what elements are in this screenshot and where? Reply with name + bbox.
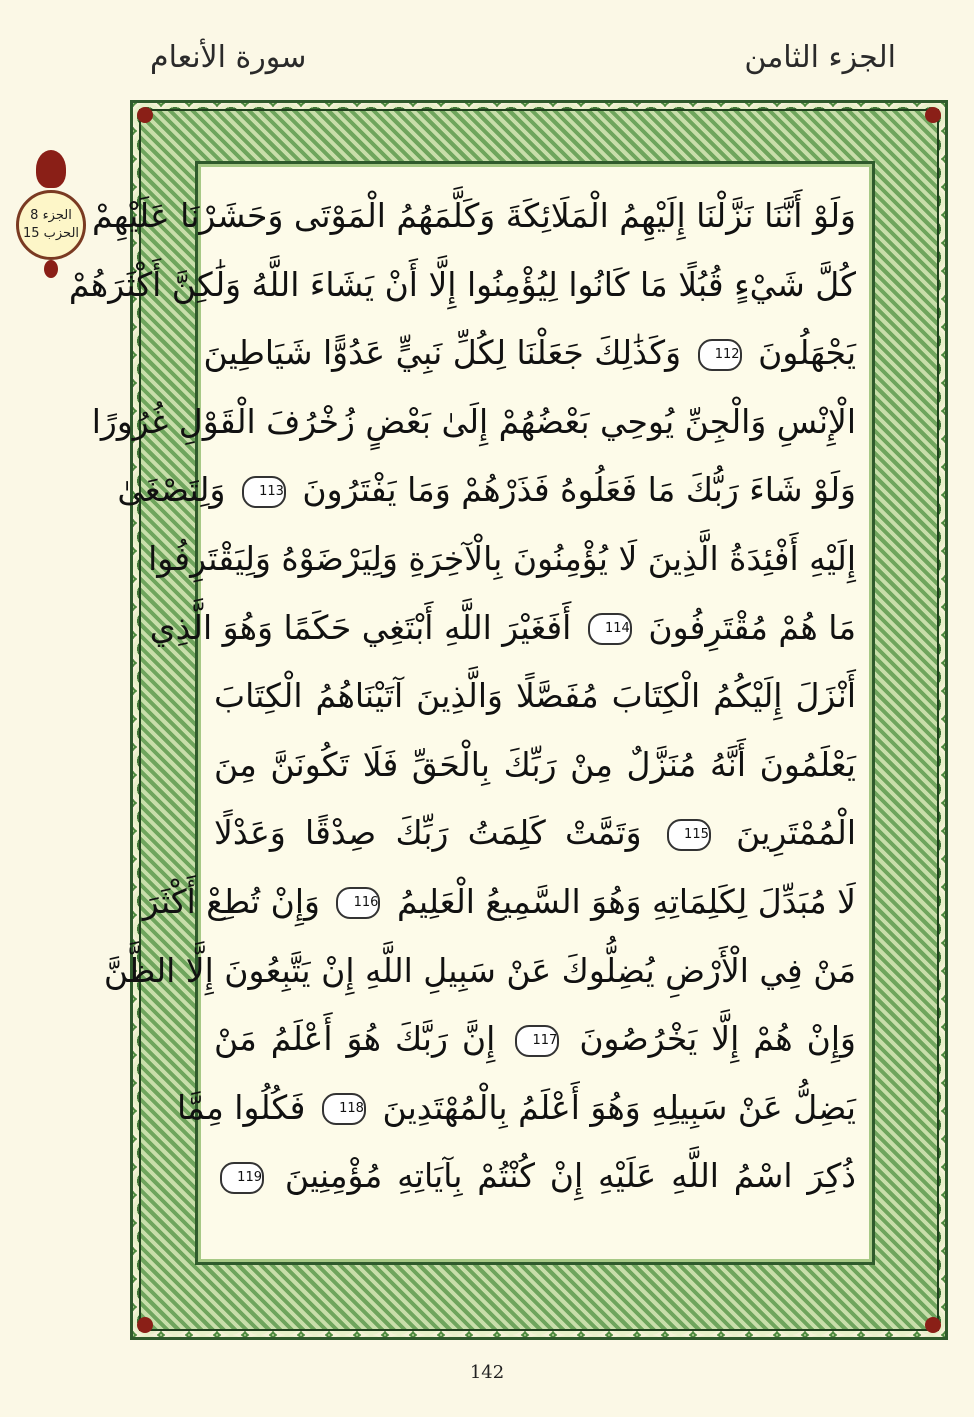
verse-text: فَكُلُوا مِمَّا	[177, 1087, 306, 1127]
corner-ornament-icon	[925, 107, 941, 123]
verse-line	[103, 937, 856, 1006]
corner-ornament-icon	[137, 107, 153, 123]
verse-line	[214, 662, 856, 731]
verse-line	[214, 1142, 856, 1211]
verse-line	[148, 525, 856, 594]
verse-text: الْإِنْسِ وَالْجِنِّ يُوحِي بَعْضُهُمْ إِلَىٰ بَعْضٍ زُخْرُفَ الْقَوْلِ غُرُورًا	[91, 401, 856, 441]
ayah-number-marker: 113	[242, 476, 286, 508]
verse-text: وَكَذَٰلِكَ جَعَلْنَا لِكُلِّ نَبِيٍّ عَدُوًّا شَيَاطِينَ	[203, 333, 682, 373]
ayah-number-marker: 116	[336, 887, 380, 919]
verse-line	[91, 388, 856, 457]
page-number: 142	[469, 1362, 505, 1383]
verse-line	[142, 868, 856, 937]
verse-text: مَا هُمْ مُقْتَرِفُونَ	[648, 607, 856, 647]
verse-text: وَلِتَصْغَىٰ	[117, 470, 226, 510]
juz-label: الجزء 8	[30, 208, 72, 223]
corner-ornament-icon	[925, 1317, 941, 1333]
verse-line	[203, 319, 856, 388]
verse-text: وَتَمَّتْ كَلِمَتُ رَبِّكَ صِدْقًا وَعَدْلًا	[214, 813, 642, 853]
corner-ornament-icon	[137, 1317, 153, 1333]
ayah-number-marker: 115	[667, 819, 711, 851]
verse-text: يَجْهَلُونَ	[758, 333, 856, 373]
verse-line	[117, 456, 856, 525]
ayah-number-marker: 119	[220, 1162, 264, 1194]
verse-text: إِلَيْهِ أَفْئِدَةُ الَّذِينَ لَا يُؤْمِنُونَ بِالْآخِرَةِ وَلِيَرْضَوْهُ وَلِيَقْتَرِفُوا	[148, 538, 856, 578]
verse-line	[68, 251, 856, 320]
verse-text: مَنْ فِي الْأَرْضِ يُضِلُّوكَ عَنْ سَبِيلِ اللَّهِ إِنْ يَتَّبِعُونَ إِلَّا الظَّنَّ	[103, 950, 856, 990]
ayah-number-marker: 118	[322, 1093, 366, 1125]
badge-circle	[16, 190, 86, 260]
verse-text: وَلَوْ شَاءَ رَبُّكَ مَا فَعَلُوهُ فَذَرْهُمْ وَمَا يَفْتَرُونَ	[302, 470, 856, 510]
verse-text: وَإِنْ تُطِعْ أَكْثَرَ	[142, 881, 320, 921]
ayah-number-marker: 112	[698, 339, 742, 371]
ayah-number-marker: 117	[515, 1025, 559, 1057]
verse-text: وَإِنْ هُمْ إِلَّا يَخْرُصُونَ	[579, 1019, 856, 1059]
verse-text: وَلَوْ أَنَّنَا نَزَّلْنَا إِلَيْهِمُ الْمَلَائِكَةَ وَكَلَّمَهُمُ الْمَوْتَى وَحَشَرْنَا عَلَيْهِمْ	[91, 196, 856, 235]
surah-header: سورة الأنعام	[150, 40, 307, 75]
verse-text: ذُكِرَ اسْمُ اللَّهِ عَلَيْهِ إِنْ كُنْتُمْ بِآيَاتِهِ مُؤْمِنِينَ	[284, 1156, 856, 1196]
verse-line	[177, 1074, 856, 1143]
badge-ornament-icon	[36, 150, 66, 188]
verse-text: كُلَّ شَيْءٍ قُبُلًا مَا كَانُوا لِيُؤْمِنُوا إِلَّا أَنْ يَشَاءَ اللَّهُ وَلَٰكِنَّ أَكْثَرَهُمْ	[68, 264, 856, 304]
badge-drop-icon	[44, 260, 58, 278]
verse-line	[91, 182, 856, 251]
verse-text: إِنَّ رَبَّكَ هُوَ أَعْلَمُ مَنْ	[214, 1019, 496, 1059]
hizb-label: الحزب 15	[22, 226, 80, 241]
ornamental-frame	[68, 100, 948, 1340]
verse-line	[214, 799, 856, 868]
ayah-number-marker: 114	[588, 613, 632, 645]
verse-line	[214, 731, 856, 800]
verse-text: يَضِلُّ عَنْ سَبِيلِهِ وَهُوَ أَعْلَمُ بِالْمُهْتَدِينَ	[382, 1087, 856, 1127]
verse-text: لَا مُبَدِّلَ لِكَلِمَاتِهِ وَهُوَ السَّمِيعُ الْعَلِيمُ	[396, 881, 856, 921]
verse-line	[149, 594, 856, 663]
verse-text: الْمُمْتَرِينَ	[736, 813, 856, 853]
juz-header: الجزء الثامن	[744, 40, 896, 75]
verse-text: أَفَغَيْرَ اللَّهِ أَبْتَغِي حَكَمًا وَهُوَ الَّذِي	[149, 607, 572, 647]
verse-text: يَعْلَمُونَ أَنَّهُ مُنَزَّلٌ مِنْ رَبِّكَ بِالْحَقِّ فَلَا تَكُونَنَّ مِنَ	[214, 744, 856, 784]
quran-text-panel	[68, 161, 875, 1265]
verse-text: أَنْزَلَ إِلَيْكُمُ الْكِتَابَ مُفَصَّلًا وَالَّذِينَ آتَيْنَاهُمُ الْكِتَابَ	[214, 676, 856, 716]
verse-line	[214, 1005, 856, 1074]
